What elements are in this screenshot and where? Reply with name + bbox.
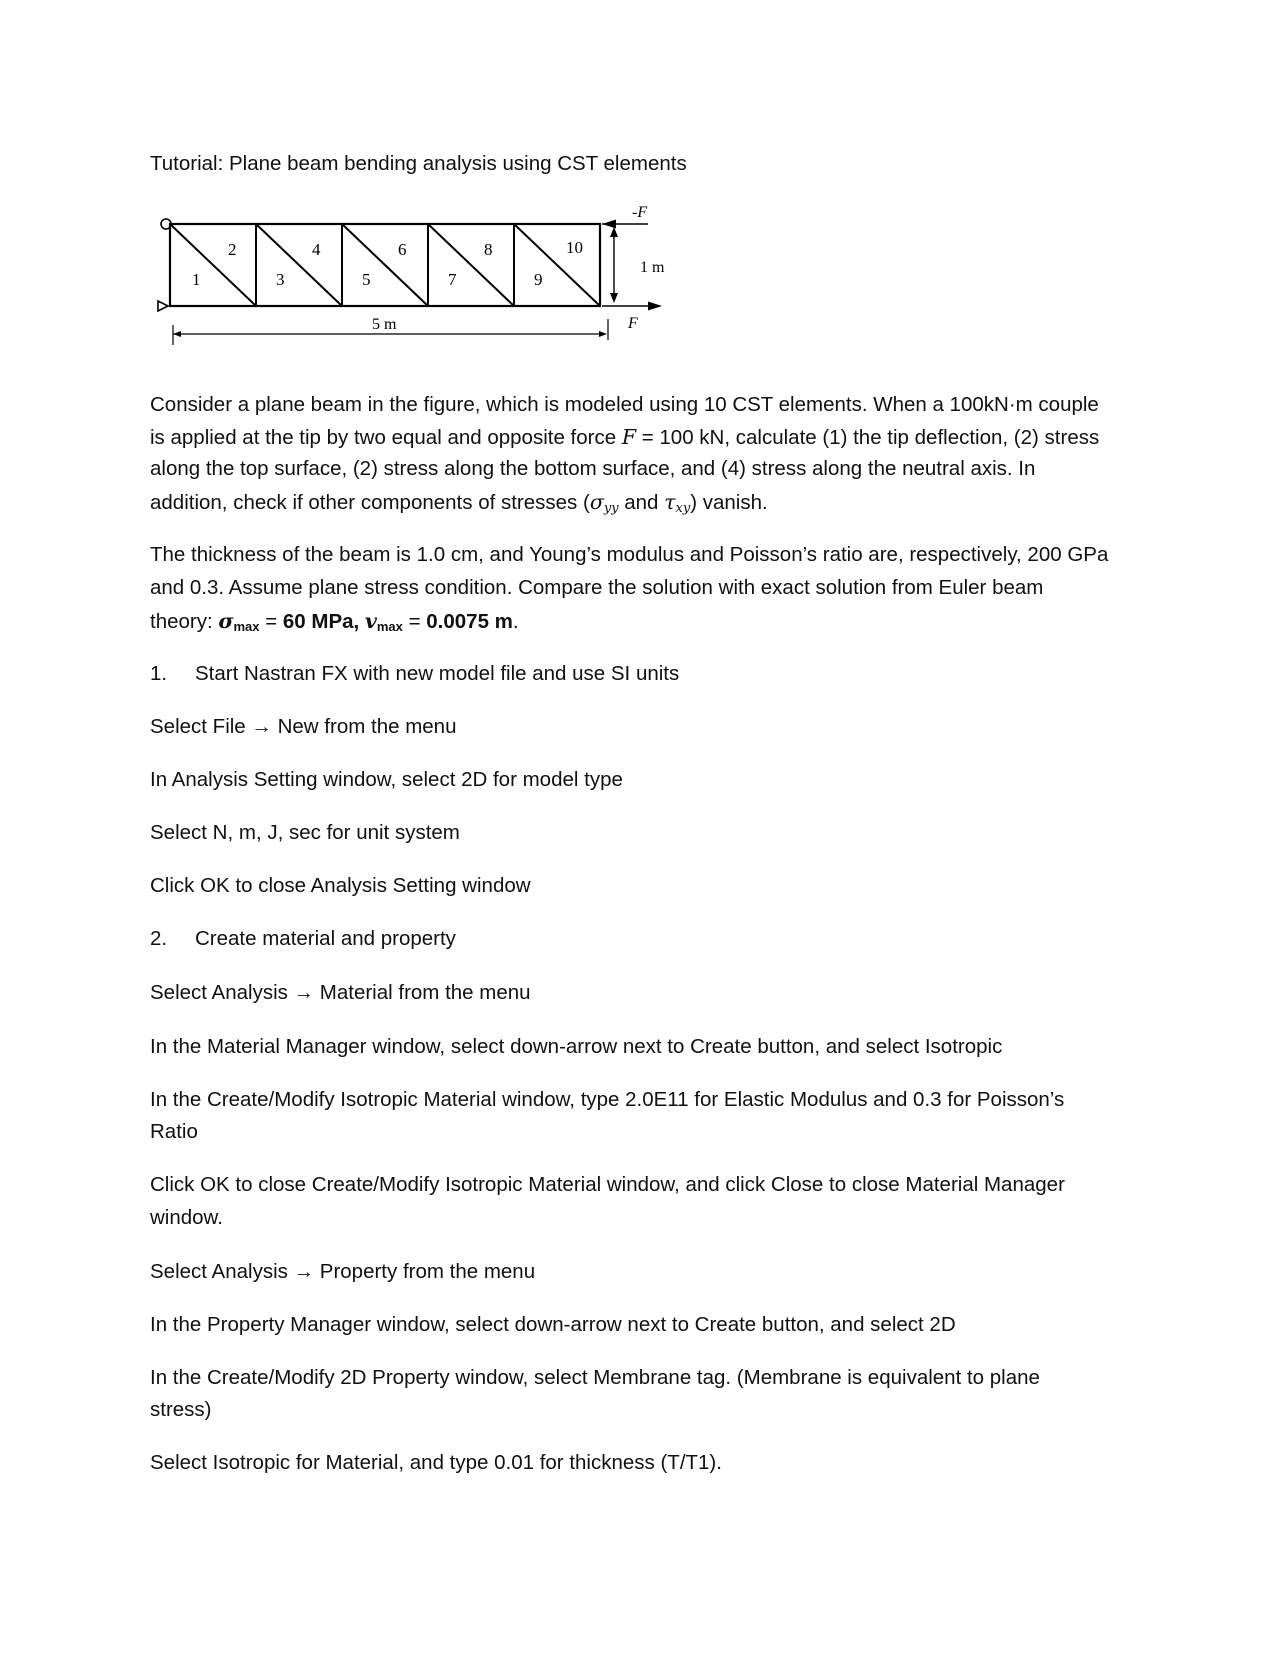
intro-line — [150, 421, 1140, 455]
element-label: 6 — [398, 240, 407, 259]
text-span: Select Analysis — [150, 981, 294, 1004]
subscript: max — [233, 619, 260, 634]
sigma-symbol: σ — [218, 609, 234, 633]
element-label: 7 — [448, 270, 457, 289]
material-line: and 0.3. Assume plane stress condition. Compare the solution with exact solution from Euler beam — [150, 576, 1044, 599]
beam-figure — [150, 205, 710, 365]
intro-line: along the top surface, (2) stress along the bottom surface, and (4) stress along the neutral axis. In — [150, 457, 1036, 480]
v-symbol: v — [364, 609, 377, 633]
instruction-line: Select Isotropic for Material, and type 0.01 for thickness (T/T1). — [150, 1451, 722, 1474]
tau-symbol: τ — [664, 490, 676, 514]
mesh-diagonals — [170, 224, 600, 306]
text-span: New from the menu — [271, 715, 457, 738]
intro-line: Consider a plane beam in the figure, which is modeled using 10 CST elements. When a 100kN·m couple — [150, 393, 1099, 416]
roller-support-icon — [158, 301, 168, 311]
step-heading — [150, 658, 1140, 691]
text-span: addition, check if other components of stresses ( — [150, 491, 590, 514]
arrow-icon: → — [293, 1260, 315, 1283]
subscript: yy — [603, 501, 619, 516]
arrow-icon: → — [293, 981, 315, 1004]
step-text: Create material and property — [195, 927, 456, 950]
length-label: 5 m — [372, 316, 397, 333]
arrow-icon: → — [251, 715, 272, 738]
instruction-line: In the Property Manager window, select down-arrow next to Create button, and select 2D — [150, 1313, 956, 1336]
sigma-symbol: σ — [589, 490, 604, 514]
element-label: 10 — [566, 238, 583, 257]
element-label: 5 — [362, 270, 371, 289]
subscript: xy — [675, 501, 691, 516]
element-label: 1 — [192, 270, 201, 289]
text-span: = — [259, 610, 283, 633]
element-label: 4 — [312, 240, 321, 259]
sigma-value: 60 MPa, — [282, 610, 365, 633]
material-line — [150, 605, 1140, 639]
height-dimension — [610, 227, 618, 303]
instruction-line: stress) — [150, 1398, 212, 1421]
instruction-line — [150, 1256, 1140, 1289]
instruction-line: In the Create/Modify Isotropic Material window, type 2.0E11 for Elastic Modulus and 0.3 for Poisson’s — [150, 1088, 1065, 1111]
height-label: 1 m — [640, 259, 665, 276]
text-span: Select Analysis — [150, 1260, 294, 1283]
text-span: Property from the menu — [314, 1260, 536, 1283]
element-label: 3 — [276, 270, 285, 289]
page-title: Tutorial: Plane beam bending analysis using CST elements — [150, 152, 687, 175]
instruction-line — [150, 711, 1140, 744]
text-span: is applied at the tip by two equal and opposite force — [150, 426, 622, 449]
instruction-line: Ratio — [150, 1120, 198, 1143]
text-span: = — [402, 610, 427, 633]
top-force-label: -F — [632, 205, 648, 221]
instruction-line: Click OK to close Analysis Setting window — [150, 874, 531, 897]
element-label: 9 — [534, 270, 543, 289]
instruction-line: In the Material Manager window, select down-arrow next to Create button, and select Isotropic — [150, 1035, 1003, 1058]
text-span: Material from the menu — [314, 981, 531, 1004]
step-heading — [150, 923, 1140, 956]
step-number: 1. — [150, 662, 168, 685]
instruction-line — [150, 977, 1140, 1010]
text-span: and — [618, 491, 665, 514]
instruction-line: Click OK to close Create/Modify Isotropic Material window, and click Close to close Material Manager — [150, 1173, 1065, 1196]
step-text: Start Nastran FX with new model file and use SI units — [195, 662, 680, 685]
intro-line — [150, 486, 1140, 520]
force-symbol: F — [621, 425, 637, 449]
instruction-line: In the Create/Modify 2D Property window, select Membrane tag. (Membrane is equivalent to plane — [150, 1366, 1040, 1389]
material-line: The thickness of the beam is 1.0 cm, and Young’s modulus and Poisson’s ratio are, respectively, 200 GPa — [150, 543, 1109, 566]
text-span: theory: — [150, 610, 219, 633]
text-span: = 100 kN, calculate (1) the tip deflection, (2) stress — [636, 426, 1100, 449]
text-span: ) vanish. — [690, 491, 768, 514]
subscript: max — [376, 619, 403, 634]
deflection-value: 0.0075 m — [426, 610, 513, 633]
instruction-line: In Analysis Setting window, select 2D for model type — [150, 768, 623, 791]
element-label: 8 — [484, 240, 493, 259]
instruction-line: window. — [150, 1206, 223, 1229]
element-label: 2 — [228, 240, 237, 259]
step-number: 2. — [150, 927, 168, 950]
instruction-line: Select N, m, J, sec for unit system — [150, 821, 460, 844]
bottom-force-arrow — [602, 302, 662, 311]
bottom-force-label: F — [628, 315, 638, 332]
text-span: . — [512, 610, 519, 633]
text-span: Select File — [150, 715, 252, 738]
